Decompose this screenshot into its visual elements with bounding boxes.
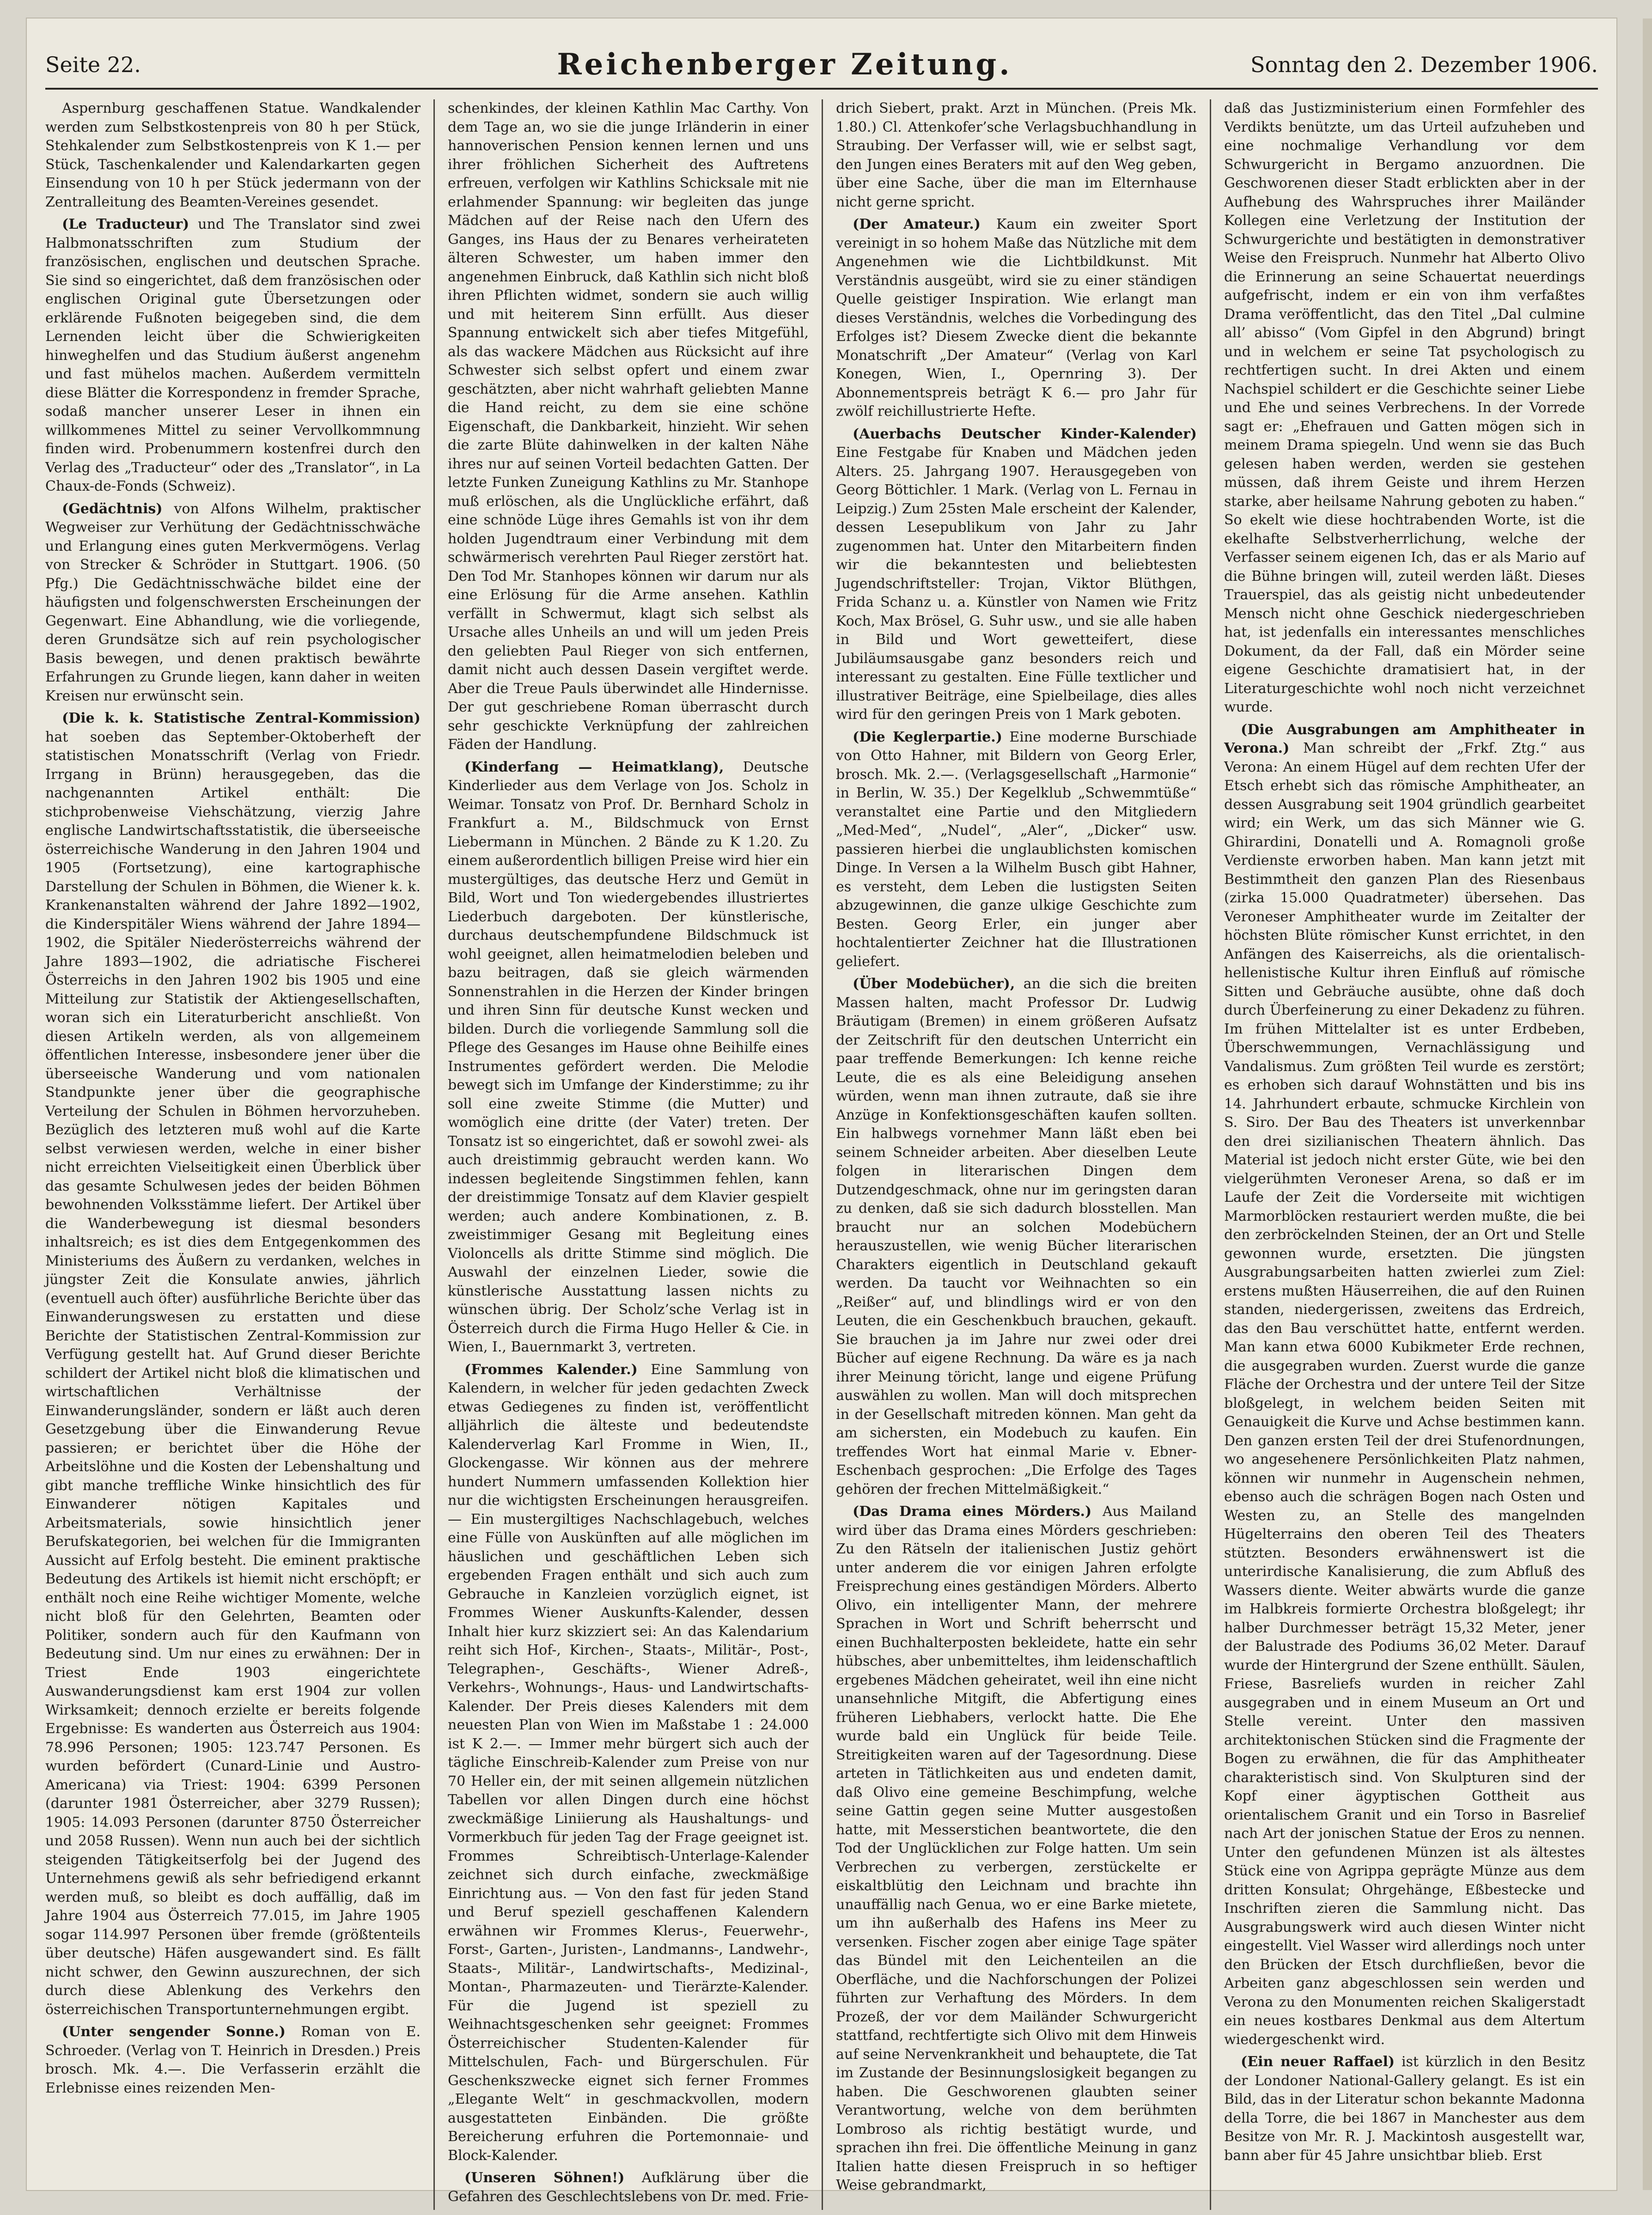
article-text: Aus Mailand wird über das Drama eines Mörders geschrieben: Zu den Rätseln der italienischen Justiz gehört unter anderem die vor einigen Jahren erfolgte Freisprechung eines geständigen Mörders. Alberto Olivo, ein intelligenter Mann, der mehrere Sprachen in Wort und Schrift beherrscht und einen Buchhalterposten bekleidete, hatte ein sehr hübsches, aber unbemitteltes, ihm leidenschaftlich ergebenes Mädchen geheiratet, weil ihn eine nicht unansehnliche Mitgift, die Abfertigung eines früheren Liebhabers, verlockt hatte. Die Ehe wurde bald ein Unglück für beide Teile. Streitigkeiten waren auf der Tagesordnung. Diese arteten in Tätlichkeiten aus und endeten damit, daß Olivo eine gemeine Beschimpfung, welche seine Gattin gegen seine Mutter ausgestoßen hatte, mit Messerstichen beantwortete, die den Tod der Unglücklichen zur Folge hatten. Um sein Verbrechen zu verbergen, zerstückelte er eiskaltblütig den Leichnam und brachte ihn unauffällig nach Genua, wo er eine Barke mietete, um ihn außerhalb des Hafens ins Meer zu versenken. Fischer zogen aber einige Tage später das Bündel mit den Leichenteilen an die Oberfläche, und die Nachforschungen der Polizei führten zur Verhaftung des Mörders. In dem Prozeß, der vor dem Mailänder Schwurgericht stattfand, rechtfertigte sich Olivo mit dem Hinweis auf seine Nervenkrankheit und behauptete, die Tat im Zustande der Besinnungslosigkeit begangen zu haben. Die Geschworenen glaubten seiner Verantwortung, welche von dem berühmten Lombroso als richtig bestätigt wurde, und sprachen ihn frei. Die öffentliche Meinung in ganz Italien hatte diesen Freispruch in so heftiger Weise gebrandmarkt, [836, 1503, 1197, 2193]
article-text: von Alfons Wilhelm, praktischer Wegweiser zur Verhütung der Gedächtnisschwäche und Erlangung eines guten Merkvermögens. Verlag von Strecker & Schröder in Stuttgart. 1906. (50 Pfg.) Die Gedächtnisschwäche bildet eine der häufigsten und folgenschwersten Erscheinungen der Gegenwart. Eine Abhandlung, wie die vorliegende, deren Grundsätze sich auf rein psychologischer Basis bewegen, und denen praktisch bewährte Erfahrungen zu Grunde liegen, kann daher in weiten Kreisen nur erwünscht sein. [45, 500, 421, 704]
article-text: Kaum ein zweiter Sport vereinigt in so hohem Maße das Nützliche mit dem Angenehmen wie die Lichtbildkunst. Mit Verständnis ausgeübt, wird sie zu einer ständigen Quelle geistiger Inspiration. Wie erlangt man dieses Verständnis, welches die Vorbedingung des Erfolges ist? Diesem Zwecke dient die bekannte Monatschrift „Der Amateur“ (Verlag von Karl Konegen, Wien, I., Opernring 3). Der Abonnementspreis beträgt K 6.— pro Jahr für zwölf reichillustrierte Hefte. [836, 216, 1197, 420]
article-paragraph [448, 2169, 809, 2206]
column-2 [433, 99, 822, 2210]
article-paragraph [45, 500, 421, 706]
article-heading: (Über Modebücher), [853, 976, 1015, 992]
article-heading: (Der Amateur.) [853, 216, 981, 232]
article-heading: (Kinderfang — Heimatklang), [464, 759, 724, 775]
article-text: hat soeben das September-Oktoberheft der statistischen Monatsschrift (Verlag von Friedr. Irrgang in Brünn) herausgegeben, das die nachgenannten Artikel enthält: Die stichprobenweise Viehschätzung, vierzig Jahre englische Landwirtschaftsstatistik, die überseeische österreichische Wanderung in den Jahren 1904 und 1905 (Fortsetzung), eine kartographische Darstellung der Schulen in Böhmen, die Wiener k. k. Krankenanstalten während der Jahre 1892—1902, die Kinderspitäler Wiens während der Jahre 1894—1902, die Spitäler Niederösterreichs während der Jahre 1893—1902, die adriatische Fischerei Österreichs in den Jahren 1902 bis 1905 und eine Mitteilung zur Statistik der Aktiengesellschaften, woran sich ein Literaturbericht anschließt. Von diesen Artikeln werden, als von allgemeinem öffentlichen Interesse, insbesondere jener über die überseeische Wanderung und vom nationalen Standpunkte jener über die geographische Verteilung der Schulen in Böhmen hervorzuheben. Bezüglich des letzteren muß wohl auf die Karte selbst verwiesen werden, welche in einer bisher nicht erreichten Vielseitigkeit einen Überblick über das gesamte Schulwesen jedes der beiden Böhmen bewohnenden Volksstämme liefert. Der Artikel über die Wanderbewegung ist diesmal besonders inhaltsreich; es ist dies dem Entgegenkommen des Ministeriums des Äußern zu verdanken, welches in jüngster Zeit die Konsulate anwies, jährlich (eventuell auch öfter) ausführliche Berichte über das Einwanderungswesen zu erstatten und diese Berichte der Statistischen Zentral-Kommission zur Verfügung gestellt hat. Auf Grund dieser Berichte schildert der Artikel nicht bloß die klimatischen und wirtschaftlichen Verhältnisse der Einwanderungsländer, sondern er läßt auch deren Gesetzgebung über die Einwanderung Revue passieren; er berichtet über die Höhe der Arbeitslöhne und die Kosten der Lebenshaltung und gibt manche treffliche Winke hinsichtlich des für Einwanderer nötigen Kapitales und Arbeitsmaterials, sowie hinsichtlich jener Berufskategorien, bei welchen für die Immigranten Aussicht auf Erfolg besteht. Die eminent praktische Bedeutung des Artikels ist hiemit nicht erschöpft; er enthält noch eine Reihe wichtiger Momente, welche nicht bloß für den Gelehrten, Beamten oder Politiker, sondern auch für den Kaufmann von Bedeutung sind. Um nur eines zu erwähnen: Der in Triest Ende 1903 eingerichtete Auswanderungsdienst kam erst 1904 zur vollen Wirksamkeit; dennoch erzielte er bereits folgende Ergebnisse: Es wanderten aus Österreich aus 1904: 78.996 Personen; 1905: 123.747 Personen. Es wurden befördert (Cunard-Linie und Austro-Americana) via Triest: 1904: 6399 Personen (darunter 1981 Österreicher, aber 3279 Russen); 1905: 14.093 Personen (darunter 8750 Österreicher und 2058 Russen). Wenn nun auch bei der sichtlich steigenden Tätigkeitserfolg bei der Jugend des Unternehmens gewiß als sehr befriedigend erkannt werden muß, so bleibt es doch auffällig, daß im Jahre 1904 aus Österreich 77.015, im Jahre 1905 sogar 114.997 Personen über fremde (größtenteils über deutsche) Häfen ausgewandert sind. Es fällt nicht schwer, den Gewinn auszurechnen, der sich durch diese Ablenkung des Verkehrs den österreichischen Transportunternehmungen ergibt. [45, 729, 421, 2018]
article-text: ist kürzlich in den Besitz der Londoner National-Gallery gelangt. Es ist ein Bild, das in der Literatur schon bekannte Madonna della Torre, die bei 1867 in Manchester aus dem Besitze von Mr. R. J. Mackintosh ausgestellt war, bann aber für 45 Jahre unsichtbar blieb. Erst [1224, 2054, 1585, 2164]
article-columns [45, 99, 1598, 2205]
article-heading: (Ein neuer Raffael) [1241, 2054, 1395, 2070]
article-text: Eine moderne Burschiade von Otto Hahner, mit Bildern von Georg Erler, brosch. Mk. 2.—. (Verlagsgesellschaft „Harmonie“ in Berlin, W. 35.) Der Kegelklub „Schwemmtüße“ veranstaltet eine Partie und den Mitgliedern „Med-Med“, „Nudel“, „Aler“, „Dicker“ usw. passieren hierbei die unglaublichsten komischen Dinge. In Versen a la Wilhelm Busch gibt Hahner, es versteht, dem Leben die lustigsten Seiten abzugewinnen, die ganze ulkige Geschichte zum Besten. Georg Erler, ein junger aber hochtalentierter Zeichner hat die Illustrationen geliefert. [836, 729, 1197, 970]
article-text: Eine Sammlung von Kalendern, in welcher für jeden gedachten Zweck etwas Gediegenes zu finden ist, veröffentlicht alljährlich die älteste und bedeutendste Kalenderverlag Karl Fromme in Wien, II., Glockengasse. Wir können aus der mehrere hundert Nummern umfassenden Kollektion hier nur die wichtigsten Erscheinungen herausgreifen. — Ein mustergiltiges Nachschlagebuch, welches eine Fülle von Auskünften auf alle möglichen im häuslichen und geschäftlichen Leben sich ergebenden Fragen enthält und sich auch zum Gebrauche in Kanzleien vorzüglich eignet, ist Frommes Wiener Auskunfts-Kalender, dessen Inhalt hier kurz skizziert sei: An das Kalendarium reiht sich Hof-, Kirchen-, Staats-, Militär-, Post-, Telegraphen-, Geschäfts-, Wiener Adreß-, Verkehrs-, Wohnungs-, Haus- und Landwirtschafts-Kalender. Der Preis dieses Kalenders mit dem neuesten Plan von Wien im Maßstabe 1 : 24.000 ist K 2.—. — Immer mehr bürgert sich auch der tägliche Einschreib-Kalender zum Preise von nur 70 Heller ein, der mit seinen allgemein nützlichen Tabellen vor allen Dingen durch eine höchst zweckmäßige Liniierung als Haushaltungs- und Vormerkbuch für jeden Tag der Frage geeignet ist. Frommes Schreibtisch-Unterlage-Kalender zeichnet sich durch einfache, zweckmäßige Einrichtung aus. — Von den fast für jeden Stand und Beruf speziell geschaffenen Kalendern erwähnen wir Frommes Klerus-, Feuerwehr-, Forst-, Garten-, Juristen-, Landmanns-, Landwehr-, Staats-, Militär-, Landwirtschafts-, Medizinal-, Montan-, Pharmazeuten- und Tierärzte-Kalender. Für die Jugend ist speziell zu Weihnachtsgeschenken sehr geeignet: Frommes Österreichischer Studenten-Kalender für Mittelschulen, Fach- und Bürgerschulen. Für Geschenkszwecke eignet sich ferner Frommes „Elegante Welt“ in geschmackvollen, modern ausgestatteten Einbänden. Die größte Bereicherung erfuhren die Portemonnaie- und Block-Kalender. [448, 1361, 809, 2164]
article-paragraph [45, 2023, 421, 2098]
issue-date: Sonntag den 2. Dezember 1906. [1250, 52, 1598, 77]
article-paragraph [836, 1503, 1197, 2195]
article-heading: (Unseren Söhnen!) [464, 2170, 625, 2186]
article-paragraph [448, 758, 809, 1357]
newspaper-title: Reichenberger Zeitung. [557, 47, 1012, 82]
article-heading: (Die k. k. Statistische Zentral-Kommission) [62, 710, 421, 726]
article-paragraph [448, 99, 809, 755]
article-paragraph [836, 215, 1197, 421]
article-paragraph [45, 215, 421, 496]
article-text: Man schreibt der „Frkf. Ztg.“ aus Verona: An einem Hügel auf dem rechten Ufer der Etsch erhebt sich das römische Amphitheater, an dessen Ausgrabung seit 1904 gründlich gearbeitet wird; ein Werk, um das sich Männer wie G. Ghirardini, Donatelli und A. Romagnoli große Verdienste erworben haben. Man kann jetzt mit Bestimmtheit den ganzen Plan des Riesenbaus (zirka 15.000 Quadratmeter) übersehen. Das Veroneser Amphitheater wurde im Zeitalter der höchsten Blüte römischer Kunst errichtet, in den Anfängen des Kaiserreichs, als die orientalisch-hellenistische Kultur ihren Einfluß auf römische Sitten und Gebräuche ausübte, ohne daß doch durch Überfeinerung zu einer Dekadenz zu führen. Im frühen Mittelalter ist es unter Erdbeben, Überschwemmungen, Vernachlässigung und Vandalismus. Zum größten Teil wurde es zerstört; es erhoben sich darauf Wohnstätten und bis ins 14. Jahrhundert erbaute, schmucke Kirchlein von S. Siro. Der Bau des Theaters ist unverkennbar den drei sizilianischen Theatern ähnlich. Das Material ist jedoch nicht erster Güte, wie bei den vielgerühmten Veroneser Arena, so daß er im Laufe der Zeit die Vorderseite mit wichtigen Marmorblöcken restauriert werden mußte, die bei den zerbröckelnden Steinen, der an Ort und Stelle gewonnen wurde, ersetzten. Die jüngsten Ausgrabungsarbeiten hatten zwierlei zum Ziel: erstens mußten Häuserreihen, die auf den Ruinen standen, niedergerissen, zweitens das Erdreich, das den Bau verschüttet hatte, entfernt werden. Man kann etwa 6000 Kubikmeter Erde rechnen, die ausgegraben wurden. Zuerst wurde die ganze Fläche der Orchestra und der untere Teil der Sitze bloßgelegt, in welchem beiden Seiten mit Genauigkeit die Kurve und Achse bestimmen kann. Den ganzen ersten Teil der drei Stufenordnungen, wo angesehenere Persönlichkeiten Platz nahmen, können wir nunmehr in Augenschein nehmen, ebenso auch die schrägen Bogen nach Osten und Westen zu, an Stelle des mangelnden Hügelterrains den oberen Teil des Theaters stützten. Besonders erwähnenswert ist die unterirdische Kanalisierung, die zum Abfluß des Wassers diente. Weiter abwärts wurde die ganze im Halbkreis formierte Orchestra bloßgelegt; ihr halber Durchmesser beträgt 15,32 Meter, jener der Balustrade des Podiums 36,02 Meter. Darauf wurde der Hintergrund der Szene enthüllt. Säulen, Friese, Basreliefs wurden in reicher Zahl ausgegraben und in einem Museum an Ort und Stelle vereint. Unter den massiven architektonischen Stücken sind die Fragmente der Bogen zu erwähnen, die für das Amphitheater charakteristisch sind. Von Skulpturen sind der Kopf einer ägyptischen Gottheit aus orientalischem Granit und ein Torso in Basrelief nach Art der jonischen Statue der Eros zu nennen. Unter den gefundenen Münzen ist als ältestes Stück eine von Agrippa geprägte Münze aus dem dritten Konsulat; Ohrgehänge, Eßbestecke und Inschriften zieren die Sammlung nicht. Das Ausgrabungswerk wird auch diesen Winter nicht eingestellt. Viel Wasser wird allerdings noch unter den Brücken der Etsch durchfließen, bevor die Arbeiten ganz abgeschlossen sein werden und Verona zu den Monumenten reichen Skaligerstadt ein neues kostbares Denkmal aus dem Altertum wiedergeschenkt wird. [1224, 740, 1585, 2048]
article-text: Aspernburg geschaffenen Statue. Wandkalender werden zum Selbstkostenpreis von 80 h per Stück, Stehkalender zum Selbstkostenpreis von K 1.— per Stück, Taschenkalender und Kalendarkarten gegen Einsendung von 10 h per Stück jedermann von der Zentralleitung des Beamten-Vereines gesendet. [45, 100, 421, 210]
article-heading: (Le Traducteur) [62, 216, 189, 232]
article-paragraph [836, 975, 1197, 1499]
article-paragraph [448, 1361, 809, 2166]
article-text: und The Translator sind zwei Halbmonatsschriften zum Studium der französischen, englischen und deutschen Sprache. Sie sind so eingerichtet, daß dem französischen oder englischen Original gute Übersetzungen oder erklärende Fußnoten beigegeben sind, die dem Lernenden leicht über die Schwierigkeiten hinweghelfen und das Studium äußerst angenehm und fast mühelos machen. Außerdem vermitteln diese Blätter die Korrespondenz in fremder Sprache, sodaß mancher unserer Leser in ihnen ein willkommenes Mittel zu seiner Vervollkommnung finden wird. Probenummern kostenfrei durch den Verlag des „Traducteur“ oder des „Translator“, in La Chaux-de-Fonds (Schweiz). [45, 216, 421, 494]
article-heading: (Die Keglerpartie.) [853, 729, 1002, 745]
column-3 [822, 99, 1210, 2210]
article-text: Eine Festgabe für Knaben und Mädchen jeden Alters. 25. Jahrgang 1907. Herausgegeben von Georg Böttichler. 1 Mark. (Verlag von L. Fernau in Leipzig.) Zum 25sten Male erscheint der Kalender, dessen Lesepublikum von Jahr zu Jahr zugenommen hat. Unter den Mitarbeitern finden wir die bekanntesten und beliebtesten Jugendschriftsteller: Trojan, Viktor Blüthgen, Frida Schanz u. a. Künstler von Namen wie Fritz Koch, Max Brösel, G. Suhr usw., und sie alle haben in Bild und Wort gewetteifert, diese Jubiläumsausgabe ganz besonders reich und interessant zu gestalten. Eine Fülle textlicher und illustrativer Beiträge, eine Spielbeilage, dies alles wird für den geringen Preis von 1 Mark geboten. [836, 444, 1197, 723]
column-1 [45, 99, 433, 2210]
article-paragraph [836, 99, 1197, 212]
article-paragraph [1224, 2053, 1585, 2165]
page-header [45, 46, 1598, 90]
article-text: an die sich die breiten Massen halten, macht Professor Dr. Ludwig Bräutigam (Bremen) in einem größeren Aufsatz der Zeitschrift für den deutschen Unterricht ein paar treffende Bemerkungen: Ich kenne reiche Leute, die es als eine Beleidigung ansehen würden, wenn man ihnen zutraute, daß sie ihre Anzüge in Konfektionsgeschäften kaufen sollten. Ein halbwegs vornehmer Mann läßt eben bei seinem Schneider arbeiten. Aber dieselben Leute folgen in literarischen Dingen dem Dutzendgeschmack, ohne nur im geringsten daran zu denken, daß sie sich dadurch blosstellen. Man braucht nur an solchen Modebüchern herauszustellen, wie wenig Bücher literarischen Charakters eigentlich in Deutschland gekauft werden. Da taucht vor Weihnachten so ein „Reißer“ auf, und blindlings wird er von den Leuten, die ein Geschenkbuch brauchen, gekauft. Sie brauchen ja im Jahre nur zwei oder drei Bücher auf eigene Rechnung. Da wäre es ja nach ihrer Meinung töricht, lange und eigene Prüfung auswählen zu wollen. Man will doch mitsprechen in der Gesellschaft mitreden können. Man geht da am sichersten, ein Modebuch zu kaufen. Ein treffendes Wort hat einmal Marie v. Ebner-Eschenbach gesprochen: „Die Erfolge des Tages gehören der frechen Mittelmäßigkeit.“ [836, 976, 1197, 1497]
article-paragraph [1224, 721, 1585, 2050]
article-heading: (Unter sengender Sonne.) [62, 2024, 286, 2040]
article-text: schenkindes, der kleinen Kathlin Mac Carthy. Von dem Tage an, wo sie die junge Irländerin in einer hannoverischen Pension kennen lernen und uns ihrer fröhlichen Sicherheit des Auftretens erfreuen, verfolgen wir Kathlins Schicksale mit nie erlahmender Spannung: wir begleiten das junge Mädchen auf der Reise nach den Ufern des Ganges, ins Haus der zu Benares verheirateten älteren Schwester, um haben immer den angenehmen Einbruck, daß Kathlin sich nicht bloß ihren Pflichten widmet, sondern sie auch willig und mit heiterem Sinn erfüllt. Aus dieser Spannung entwickelt sich aber tiefes Mitgefühl, als das wackere Mädchen aus Rücksicht auf ihre Schwester sich selbst opfert und einem zwar geschätzten, aber nicht wahrhaft geliebten Manne die Hand reicht, zu dem sie eine schöne Eigenschaft, die Dankbarkeit, hinzieht. Wir sehen die zarte Blüte dahinwelken in der kalten Nähe ihres nur auf seinen Vorteil bedachten Gatten. Der letzte Funken Zuneigung Kathlins zu Mr. Stanhope muß erlöschen, als die Unglückliche erfährt, daß eine schnöde Lüge ihres Gemahls ist von ihr dem holden Jugendtraum einer Verbindung mit dem schwärmerisch verehrten Paul Rieger zerstört hat. Den Tod Mr. Stanhopes können wir darum nur als eine Erlösung für die Arme ansehen. Kathlin verfällt in Schwermut, klagt sich selbst als Ursache alles Unheils an und will um jeden Preis den geliebten Paul Rieger von sich entfernen, damit nicht auch dessen Dasein vergiftet werde. Aber die Treue Pauls überwindet alle Hindernisse. Der gut geschriebene Roman überrascht durch sehr geschickte Verknüpfung der zahlreichen Fäden der Handlung. [448, 100, 809, 753]
adjacent-page-edge [1643, 18, 1652, 2190]
article-paragraph [45, 99, 421, 212]
column-4 [1210, 99, 1598, 2210]
article-text: Deutsche Kinderlieder aus dem Verlage von Jos. Scholz in Weimar. Tonsatz von Prof. Dr. Bernhard Scholz in Frankfurt a. M., Bildschmuck von Ernst Liebermann in München. 2 Bände zu K 1.20. Zu einem außerordentlich billigen Preise wird hier ein mustergültiges, das deutsche Herz und Gemüt in Bild, Wort und Ton wiedergebendes illustriertes Liederbuch dargeboten. Der künstlerische, durchaus deutschempfundene Bildschmuck ist wohl geeignet, allen heimatmelodien beleben und bazu beitragen, daß sie gleich wärmenden Sonnenstrahlen in die Herzen der Kinder bringen und ihren Sinn für deutsche Kunst wecken und bilden. Durch die vorliegende Sammlung soll die Pflege des Gesanges im Hause ohne Beihilfe eines Instrumentes gefördert werden. Die Melodie bewegt sich im Umfange der Kinderstimme; zu ihr soll eine zweite Stimme (die Mutter) und womöglich eine dritte (der Vater) treten. Der Tonsatz ist so eingerichtet, daß er sowohl zwei- als auch dreistimmig gebraucht werden kann. Wo indessen begleitende Singstimmen fehlen, kann der dreistimmige Tonsatz auf dem Klavier gespielt werden; auch andere Kombinationen, z. B. zweistimmiger Gesang mit Begleitung eines Violoncells als dritte Stimme sind möglich. Die Auswahl der einzelnen Lieder, sowie die künstlerische Ausstattung lassen nichts zu wünschen übrig. Der Scholz’sche Verlag ist in Österreich durch die Firma Hugo Heller & Cie. in Wien, I., Bauernmarkt 3, vertreten. [448, 759, 809, 1355]
article-text: daß das Justizministerium einen Formfehler des Verdikts benützte, um das Urteil aufzuheben und eine nochmalige Verhandlung vor dem Schwurgericht in Bergamo anzuordnen. Die Geschworenen dieser Stadt erblickten aber in der Aufhebung des Wahrspruches ihrer Mailänder Kollegen eine Verletzung der Institution der Schwurgerichte und bestätigten in demonstrativer Weise den Freispruch. Nunmehr hat Alberto Olivo die Erinnerung an seine Schauertat neuerdings aufgefrischt, indem er ein von ihm verfaßtes Drama veröffentlicht, das den Titel „Dal culmine all’ abisso“ (Vom Gipfel in den Abgrund) bringt und in welchem er seine Tat psychologisch zu rechtfertigen sucht. In drei Akten und einem Nachspiel schildert er die Geschichte seiner Liebe und Ehe und seines Verbrechens. In der Vorrede sagt er: „Ehefrauen und Gatten mögen sich in meinem Drama spiegeln. Und wenn sie das Buch gelesen haben werden, werden sie gestehen müssen, daß ihrem Geiste und ihrem Herzen starke, aber heilsame Nahrung geboten zu haben.“ So ekelt wie diese hochtrabenden Worte, ist die ekelhafte Selbstverherrlichung, welche der Verfasser seinem eigenen Ich, das er als Mario auf die Bühne bringen will, zuteil werden läßt. Dieses Trauerspiel, das als geistig nicht unbedeutender Mensch nicht ohne Geschick niedergeschrieben hat, ist jedenfalls ein interessantes menschliches Dokument, da der Fall, daß ein Mörder seine eigene Geschichte dramatisiert hat, in der Literaturgeschichte wohl noch nicht verzeichnet wurde. [1224, 100, 1585, 715]
article-heading: (Frommes Kalender.) [464, 1361, 638, 1378]
article-paragraph [836, 425, 1197, 724]
article-text: drich Siebert, prakt. Arzt in München. (Preis Mk. 1.80.) Cl. Attenkofer’sche Verlagsbuchhandlung in Straubing. Der Verfasser will, wie er selbst sagt, den Jungen eines Beraters mit auf den Weg geben, über eine Sache, über die man im Elternhause nicht gerne spricht. [836, 100, 1197, 210]
newspaper-page [27, 18, 1616, 2205]
article-heading: (Das Drama eines Mörders.) [853, 1503, 1092, 1520]
article-text: Aufklärung über die Gefahren des Geschlechtslebens von Dr. med. Frie- [448, 2170, 809, 2205]
article-paragraph [836, 728, 1197, 972]
article-heading: (Auerbachs Deutscher Kinder-Kalender) [853, 426, 1197, 442]
article-heading: (Gedächtnis) [62, 500, 163, 517]
article-text: Roman von E. Schroeder. (Verlag von T. Heinrich in Dresden.) Preis brosch. Mk. 4.—. Die Verfasserin erzählt die Erlebnisse eines reizenden Men- [45, 2024, 421, 2096]
article-paragraph [1224, 99, 1585, 717]
page-number: Seite 22. [45, 52, 141, 77]
article-paragraph [45, 709, 421, 2019]
article-heading: (Die Ausgrabungen am Amphitheater in Verona.) [1224, 721, 1585, 756]
